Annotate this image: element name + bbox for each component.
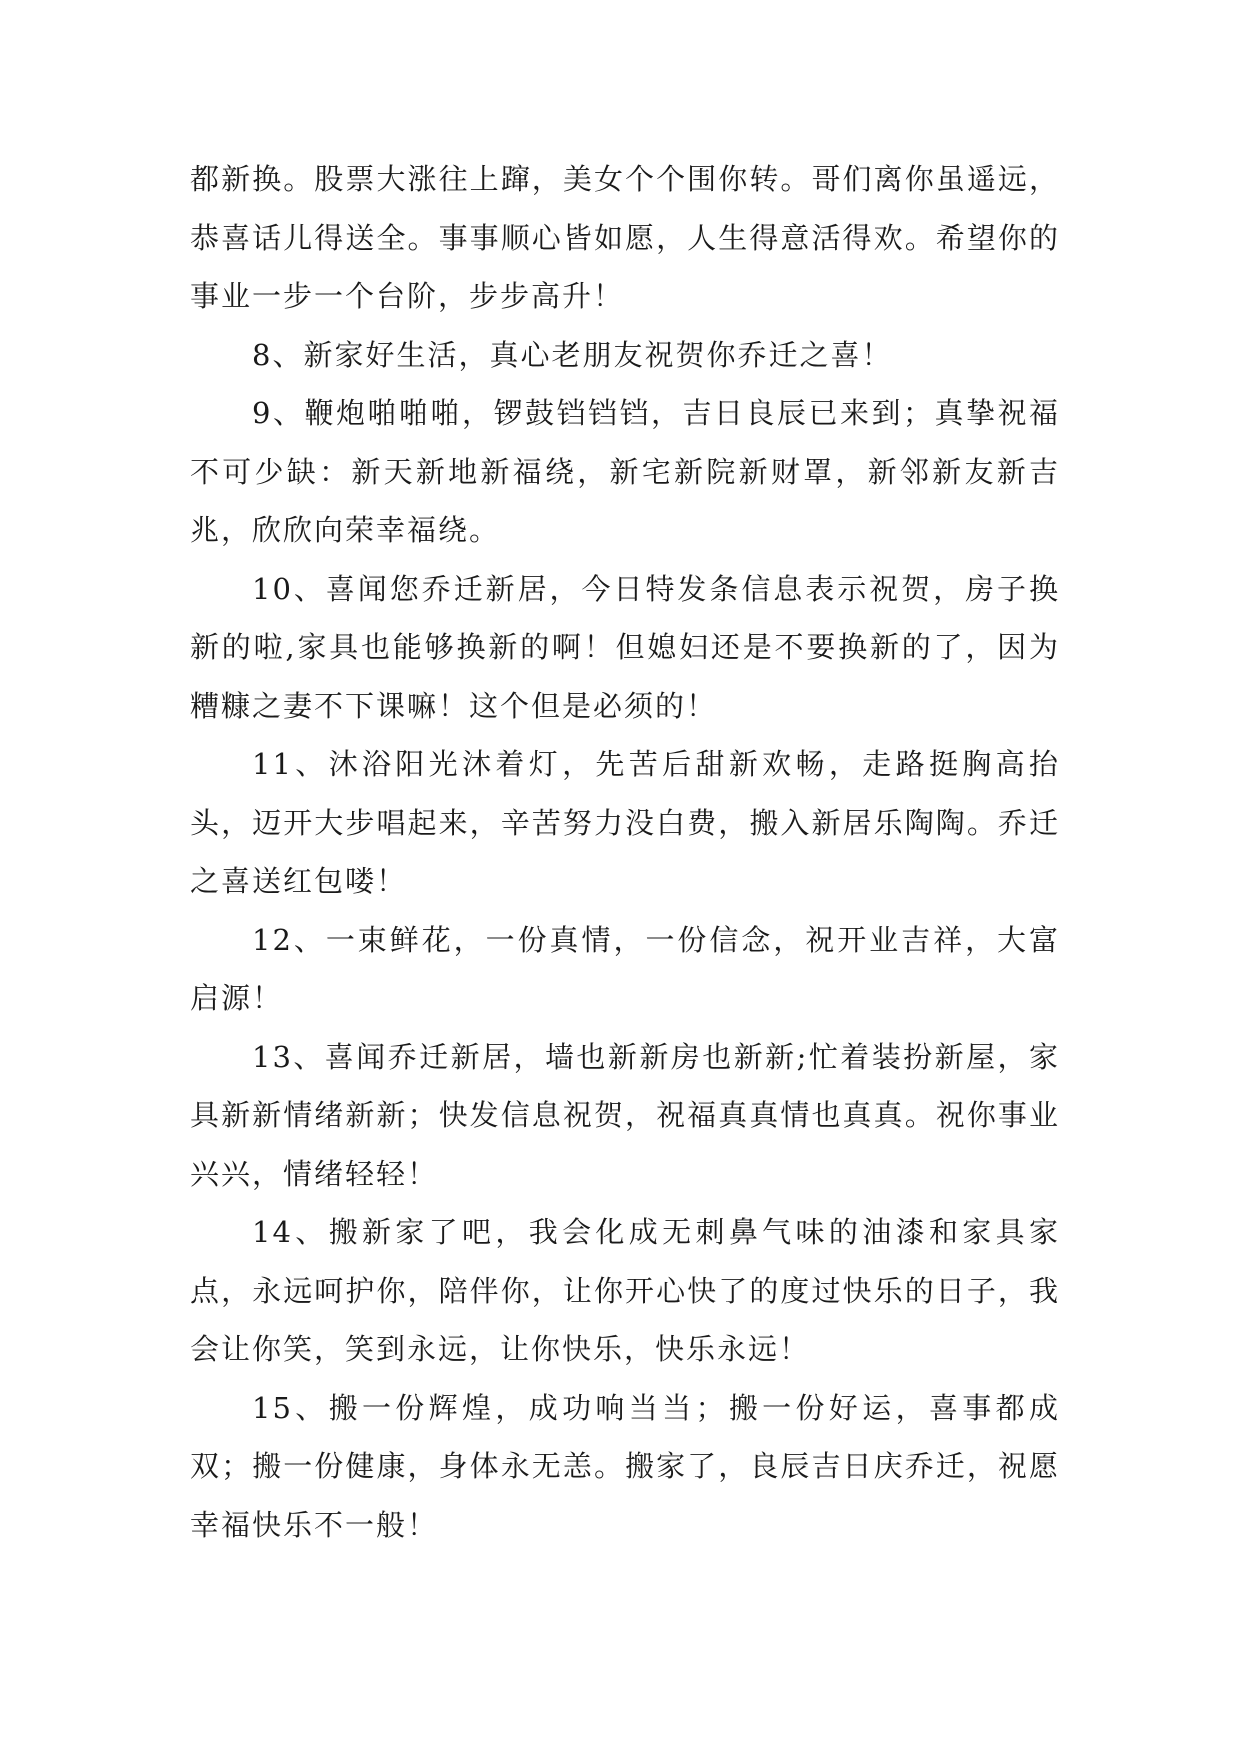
paragraph-9: 9、鞭炮啪啪啪，锣鼓铛铛铛，吉日良辰已来到；真挚祝福不可少缺：新天新地新福绕，新宅新院新财罩，新邻新友新吉兆，欣欣向荣幸福绕。 (190, 396, 1060, 547)
paragraph-12: 12、一束鲜花，一份真情，一份信念，祝开业吉祥，大富启源！ (190, 922, 1060, 1015)
paragraph-continued: 都新换。股票大涨往上蹿，美女个个围你转。哥们离你虽遥远，恭喜话儿得送全。事事顺心皆如愿，人生得意活得欢。希望你的事业一步一个台阶，步步高升！ (190, 162, 1060, 313)
paragraph-13: 13、喜闻乔迁新居，墙也新新房也新新;忙着装扮新屋，家具新新情绪新新；快发信息祝贺，祝福真真情也真真。祝你事业兴兴，情绪轻轻！ (190, 1039, 1060, 1191)
paragraph-14: 14、搬新家了吧，我会化成无刺鼻气味的油漆和家具家点，永远呵护你，陪伴你，让你开心快了的度过快乐的日子，我会让你笑，笑到永远，让你快乐，快乐永远！ (190, 1215, 1060, 1366)
document-body (190, 150, 1060, 1554)
paragraph-10: 10、喜闻您乔迁新居，今日特发条信息表示祝贺，房子换新的啦,家具也能够换新的啊！但媳妇还是不要换新的了，因为糟糠之妻不下课嘛！这个但是必须的！ (190, 571, 1060, 723)
paragraph-11: 11、沐浴阳光沐着灯，先苦后甜新欢畅，走路挺胸高抬头，迈开大步唱起来，辛苦努力没白费，搬入新居乐陶陶。乔迁之喜送红包喽！ (190, 747, 1060, 898)
paragraph-15: 15、搬一份辉煌，成功响当当；搬一份好运，喜事都成双；搬一份健康，身体永无恙。搬家了，良辰吉日庆乔迁，祝愿幸福快乐不一般！ (190, 1390, 1060, 1542)
paragraph-8: 8、新家好生活，真心老朋友祝贺你乔迁之喜！ (252, 337, 893, 372)
